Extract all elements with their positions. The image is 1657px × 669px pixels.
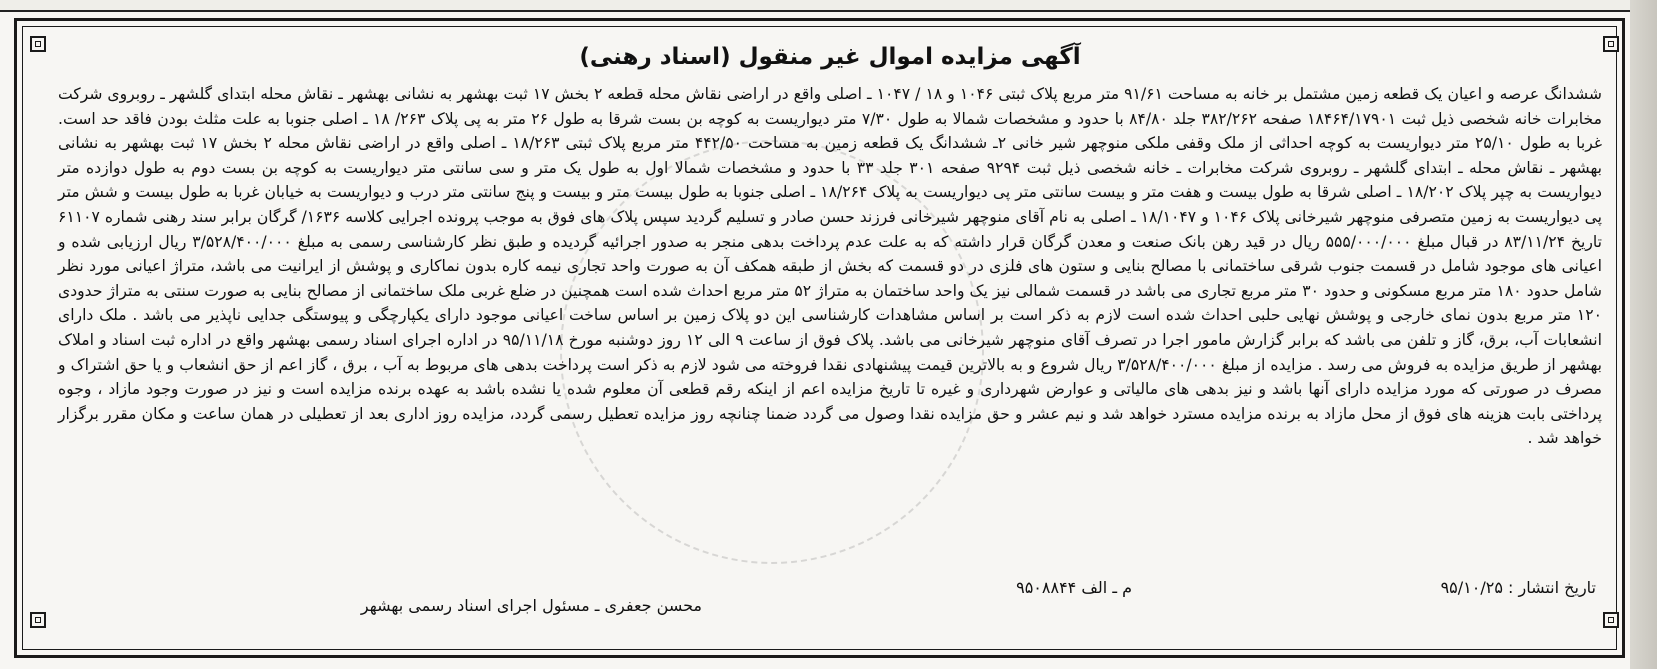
- notice-footer: [58, 572, 1602, 642]
- notice-title: آگهی مزایده اموال غیر منقول (اسناد رهنی): [579, 44, 1081, 70]
- notice-code: م ـ الف ۹۵۰۸۸۴۴: [1016, 578, 1132, 597]
- adjacent-page-edge: [1630, 0, 1657, 669]
- notice-content: [58, 40, 1602, 650]
- publish-date: تاریخ انتشار : ۹۵/۱۰/۲۵: [1440, 578, 1596, 597]
- notice-body: ششدانگ عرصه و اعیان یک قطعه زمین مشتمل بر خانه به مساحت ۹۱/۶۱ متر مربع پلاک ثبتی ۱۰۴۶ و ۱۸ / ۱۰۴۷ ـ اصلی واقع در اراضی نقاش محله قطعه ۲ بخش ۱۷ ثبت بهشهر به نشانی بهشهر ـ نقاش محله ابتدای گلشهر ـ روبروی شرکت مخابرات خانه شخصی ذیل ثبت ۱۸۴۶۴/۱۷۹۰۱ صفحه ۳۸۲/۲۶۲ جلد ۸۴/۸۰ با حدود و مشخصات شمالا به طول ۷/۳۰ متر دیواریست به کوچه بن بست شرقا به طول ۲۶ متر به پی پلاک ۲۶۳/ ۱۸ ـ اصلی جنوبا به علت مثلث بودن فاقد حد است. غربا به طول ۲۵/۱۰ متر دیواریست به کوچه احداثی از ملک وقفی ملکی منوچهر شیر خانی ۲ـ ششدانگ یک قطعه زمین به مساحت ۴۴۲/۵۰ متر مربع پلاک ثبتی ۱۸/۲۶۳ ـ اصلی واقع در اراضی نقاش محله ۲ بخش ۱۷ ثبت بهشهر به نشانی بهشهر ـ نقاش محله ـ ابتدای گلشهر ـ روبروی شرکت مخابرات ـ خانه شخصی ذیل ثبت ۹۲۹۴ صفحه ۳۰۱ جلد ۳۳ با حدود و مشخصات شمالا اول به طول یک متر و سی سانتی متر دیواریست به کوچه بن بست دوم به طول دوازده متر دیواریست به چپر پلاک ۱۸/۲۰۲ ـ اصلی شرقا به طول بیست و هفت متر و بیست سانتی متر پی دیواریست به پلاک ۱۸/۲۶۴ ـ اصلی جنوبا به طول بیست متر و بیست و پنج سانتی متر درب و دیواریست به خیابان غربا به طول بیست و شش متر پی دیواریست به زمین متصرفی منوچهر شیرخانی پلاک ۱۰۴۶ و ۱۸/۱۰۴۷ ـ اصلی به نام آقای منوچهر شیرخانی فرزند حسن صادر و تسلیم گردید سپس پلاک های فوق به موجب پرونده اجرایی کلاسه ۱۶۳۶/ گرگان برابر سند رهنی شماره ۶۱۱۰۷ تاریخ ۸۳/۱۱/۲۴ در قبال مبلغ ۵۵۵/۰۰۰/۰۰۰ ریال در قید رهن بانک صنعت و معدن گرگان قرار داشته که به علت عدم پرداخت بدهی منجر به صدور اجرائیه گردیده و طبق نظر کارشناسی رسمی به مبلغ ۳/۵۲۸/۴۰۰/۰۰۰ ریال ارزیابی شده و اعیانی های موجود شامل در قسمت جنوب شرقی ساختمانی با مصالح بنایی و ستون های فلزی در دو قسمت که بخش از طبقه همکف آن به صورت واحد تجاری نیمه کاره بدون نماکاری و پوشش از ایرانیت می باشد، متراژ اعیانی مورد نظر شامل حدود ۱۸۰ متر مربع مسکونی و حدود ۳۰ متر مربع تجاری می باشد در قسمت شمالی نیز یک واحد ساختمان به متراژ ۵۲ متر مربع احداث شده است همچنین در ضلع غربی ملک ساختمانی از مصالح بنایی به صورت سنتی به متراژ حدودی ۱۲۰ متر مربع بدون نمای خارجی و پوشش نهایی حلبی احداث شده است لازم به ذکر است بر اساس مشاهدات کارشناسی این دو پلاک زمین بر اساس ساخت اعیانی موجود دارای یکپارچگی و پیوستگی جدایی ناپذیر می باشد . ملک دارای انشعابات آب، برق، گاز و تلفن می باشد که برابر گزارش مامور اجرا در تصرف آقای منوچهر شیرخانی می باشد. پلاک فوق از ساعت ۹ الی ۱۲ روز دوشنبه مورخ ۹۵/۱۱/۱۸ در اداره اجرای اسناد رسمی بهشهر واقع در اداره ثبت اسناد و املاک بهشهر از طریق مزایده به فروش می رسد . مزایده از مبلغ ۳/۵۲۸/۴۰۰/۰۰۰ ریال شروع و به بالاترین قیمت پیشنهادی نقدا فروخته می شود لازم به ذکر است پرداخت بدهی های مربوط به آب ، برق ، گاز اعم از حق انشعاب و یا حق اشتراک و مصرف در صورتی که مورد مزایده دارای آنها باشد و نیز بدهی های مالیاتی و عوارض شهرداری و غیره تا تاریخ مزایده اعم از اینکه رقم قطعی آن معلوم شده یا نشده باشد به عهده برنده مزایده است و نیز در صورت وجود مازاد ، وجوه پرداختی بابت هزینه های فوق از محل مازاد به برنده مزایده مسترد خواهد شد و نیم عشر و حق مزایده نقدا وصول می گردد ضمنا چنانچه روز مزایده تعطیل رسمی گردد، مزایده روز اداری بعد از تعطیلی در همان ساعت و مکان مقرر برگزار خواهد شد .: [58, 85, 1603, 448]
- corner-ornament-icon: [1603, 612, 1619, 628]
- corner-ornament-icon: [1603, 36, 1619, 52]
- top-border-strip: [0, 0, 1657, 12]
- signature-line: محسن جعفری ـ مسئول اجرای اسناد رسمی بهشهر: [360, 596, 702, 615]
- corner-ornament-icon: [30, 36, 46, 52]
- corner-ornament-icon: [30, 612, 46, 628]
